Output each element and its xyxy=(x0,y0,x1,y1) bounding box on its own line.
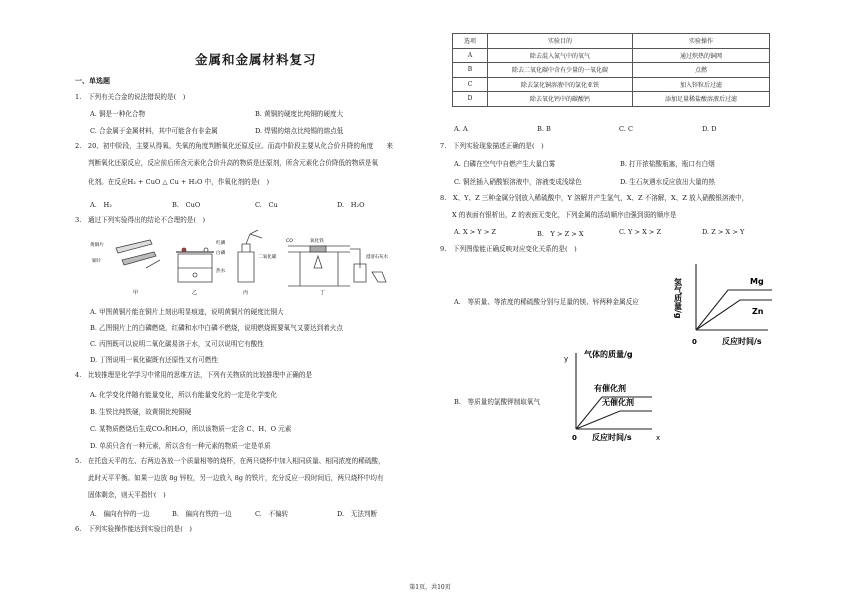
fig-label-jia: 甲 xyxy=(133,290,139,296)
table-row xyxy=(453,92,770,107)
q2-option-b: B. CuO xyxy=(172,201,201,209)
page-title: 金属和金属材料复习 xyxy=(195,52,317,67)
q6-option-c: C. C xyxy=(619,125,634,133)
table-cell: 点燃 xyxy=(633,63,770,78)
q3-option-a: A. 甲图黄铜片能在铜片上刻出明显痕迹，说明黄铜片的硬度比铜大 xyxy=(90,308,284,316)
q1-option-b: B. 黄铜的硬度比纯铜的硬度大 xyxy=(255,110,344,118)
q7-option-a: A. 白磷在空气中自燃产生大量白雾 xyxy=(454,160,556,168)
fig-label-shihuishui: 澄清石灰水 xyxy=(366,255,388,260)
q6-option-b: B. B xyxy=(537,125,551,133)
q5-option-a: A. 偏向有锌的一边 xyxy=(90,510,150,518)
q8-option-a: A. X > Y > Z xyxy=(454,228,497,236)
series-no-catalyst-line xyxy=(576,411,652,429)
x-letter: x xyxy=(656,434,661,442)
q1-option-a: A. 铜是一种化合物 xyxy=(90,110,146,118)
fig-label-bing: 丙 xyxy=(243,290,249,296)
q8-option-c: C. Y > X > Z xyxy=(619,228,662,236)
q4-option-c: C. 某物质燃烧后生成CO₂和H₂O，所以该物质一定含 C、H、O 元素 xyxy=(90,425,292,433)
table-cell: 除去氯化铜溶液中的氯化亚铁 xyxy=(488,77,633,92)
q9-option-a: A. 等质量、等浓度的稀硫酸分别与足量的镁、锌两种金属反应 xyxy=(454,298,639,306)
q7-stem: 7. 下列实验现象描述正确的是( ) xyxy=(440,142,544,150)
y-letter: y xyxy=(564,355,569,363)
q7-option-b: B. 打开浓盐酸瓶塞，瓶口有白烟 xyxy=(620,160,715,168)
table-header: 实验目的 xyxy=(488,34,633,49)
q3-option-b: B. 乙图铜片上的白磷燃烧，红磷和水中白磷不燃烧，说明燃烧既要氧气又要达到着火点 xyxy=(90,324,344,332)
legend-mg: Mg xyxy=(750,277,764,286)
table-row xyxy=(453,48,770,63)
fig-label-bailin: 白磷 xyxy=(216,251,226,256)
table-header: 实验操作 xyxy=(633,34,770,49)
origin-label: 0 xyxy=(572,434,577,442)
x-axis-label: 反应时间/s xyxy=(722,337,762,346)
q6-option-a: A. A xyxy=(454,125,468,133)
fig-label-ding: 丁 xyxy=(320,290,326,296)
page-footer: 第1页，共10页 xyxy=(409,584,451,591)
q5-line1: 5. 在托盘天平的左、右两边各放一个质量相等的烧杯，在两只烧杯中加入相同质量、相同浓度的稀硫酸， xyxy=(75,457,385,465)
q3-experiment-figure xyxy=(88,228,393,298)
q1-option-d: D. 焊锡的熔点比纯锡的熔点低 xyxy=(255,127,344,135)
table-cell: 除去氧化钙中的碳酸钙 xyxy=(488,92,633,107)
q9-chart-b xyxy=(562,345,674,445)
q6-stem: 6. 下列实验操作能达到实验目的是( ) xyxy=(75,525,192,533)
fig-label-co: CO xyxy=(286,239,293,244)
q8-line1: 8. X、Y、Z 三种金属分别放入稀硫酸中，Y 溶解并产生氢气，X、Z 不溶解，X、Z 放入硝酸银溶液中， xyxy=(440,194,749,202)
origin-label: 0 xyxy=(692,338,697,346)
legend-catalyst: 有催化剂 xyxy=(594,384,626,393)
table-cell: 通过炽热的铜网 xyxy=(633,48,770,63)
q4-stem: 4. 比较推理是化学学习中常用的思维方法，下列有关物质的比较推理中正确的是 xyxy=(75,371,313,379)
q4-option-b: B. 生铁比纯铁硬，故黄铜比纯铜硬 xyxy=(90,408,192,416)
y-axis-label: 气体的质量/g xyxy=(584,350,633,359)
q4-option-a: A. 化学变化伴随有能量变化，所以有能量变化的一定是化学变化 xyxy=(90,391,277,399)
q9-chart-a xyxy=(672,258,784,350)
q2-line1: 2. 20、初中阶段，主要从得氧、失氧的角度判断氧化还原反应。而高中阶段主要从化合价升降的角度 来 xyxy=(75,142,393,150)
experiment-table xyxy=(452,33,770,107)
fig-label-huangtong: 黄铜片 xyxy=(90,243,104,248)
q9-option-b: B. 等质量的氯酸钾制取氧气 xyxy=(454,398,541,406)
table-row xyxy=(453,63,770,78)
q7-option-c: C. 铜丝插入硝酸银溶液中，溶液变成浅绿色 xyxy=(454,178,582,186)
fig-label-tongpian: 铜片 xyxy=(92,259,102,264)
table-cell: D xyxy=(453,92,488,107)
table-cell: 除去混入氮气中的氧气 xyxy=(488,48,633,63)
fig-label-honglin: 红磷 xyxy=(216,241,226,246)
table-cell: 加入锌粒后过滤 xyxy=(633,77,770,92)
q5-line2: 此时天平平衡。如果一边放 8g 锌粒，另一边放入 8g 的铁片，充分反应一段时间后，两只烧杯中均有 xyxy=(88,474,384,482)
q5-option-c: C. 不偏转 xyxy=(255,510,289,518)
table-cell: A xyxy=(453,48,488,63)
q5-line3: 固体剩余，则天平指针( ) xyxy=(88,491,166,499)
q2-line3: 化剂。在反应H₂ + CuO △ Cu + H₂O 中，作氧化剂的是( ) xyxy=(88,178,270,186)
table-cell: 添加足量稀盐酸溶液后过滤 xyxy=(633,92,770,107)
fig-label-co2: 二氧化碳 xyxy=(258,255,277,260)
x-axis-label: 反应时间/s xyxy=(592,433,632,442)
q1-stem: 1. 下列有关合金的说法错误的是( ) xyxy=(75,93,186,101)
y-axis-label: 氢气质量/g xyxy=(673,278,683,319)
q3-option-d: D. 丁图说明一氧化碳既有还原性又有可燃性 xyxy=(90,356,218,364)
legend-no-catalyst: 无催化剂 xyxy=(602,398,634,407)
legend-zn: Zn xyxy=(752,307,764,316)
fig-label-yanghuatie: 氧化铁 xyxy=(310,239,324,244)
table-row xyxy=(453,77,770,92)
q8-line2: X 的表面有银析出，Z 的表面无变化，下列金属的活动顺序由强到弱的顺序是 xyxy=(452,211,677,219)
q3-stem: 3. 通过下列实验得出的结论不合理的是( ) xyxy=(75,216,206,224)
fig-label-reshui: 热水 xyxy=(216,269,226,274)
q1-option-c: C. 合金属于金属材料，其中可能含有非金属 xyxy=(90,127,218,135)
fig-label-yi: 乙 xyxy=(192,290,198,296)
table-cell: 除去二氧化碳中含有少量的一氧化碳 xyxy=(488,63,633,78)
q7-option-d: D. 生石灰遇水反应放出大量的热 xyxy=(620,178,715,186)
q2-option-d: D. H₂O xyxy=(337,201,365,209)
q5-option-b: B. 偏向有铁的一边 xyxy=(172,510,232,518)
table-cell: B xyxy=(453,63,488,78)
q2-option-a: A. H₂ xyxy=(90,201,112,209)
q2-option-c: C. Cu xyxy=(255,201,278,209)
q4-option-d: D. 单质只含有一种元素，所以含有一种元素的物质一定是单质 xyxy=(90,442,271,450)
section-heading: 一、单选题 xyxy=(75,76,110,85)
q3-option-c: C. 丙图既可以说明二氧化碳易溶于水，又可以说明它有酸性 xyxy=(90,340,264,348)
q8-option-b: B. Y > Z > X xyxy=(537,230,584,238)
q8-option-d: D. Z > X > Y xyxy=(702,228,745,236)
table-header-row xyxy=(453,34,770,49)
q9-stem: 9. 下列图像能正确反映对应变化关系的是( ) xyxy=(440,245,577,253)
table-header: 选项 xyxy=(453,34,488,49)
q2-line2: 判断氧化还原反应，反应前后所含元素化合价升高的物质是还原剂，所含元素化合价降低的物质是氧 xyxy=(88,159,379,167)
q6-option-d: D. D xyxy=(702,125,717,133)
table-cell: C xyxy=(453,77,488,92)
q5-option-d: D. 无法判断 xyxy=(337,510,378,518)
